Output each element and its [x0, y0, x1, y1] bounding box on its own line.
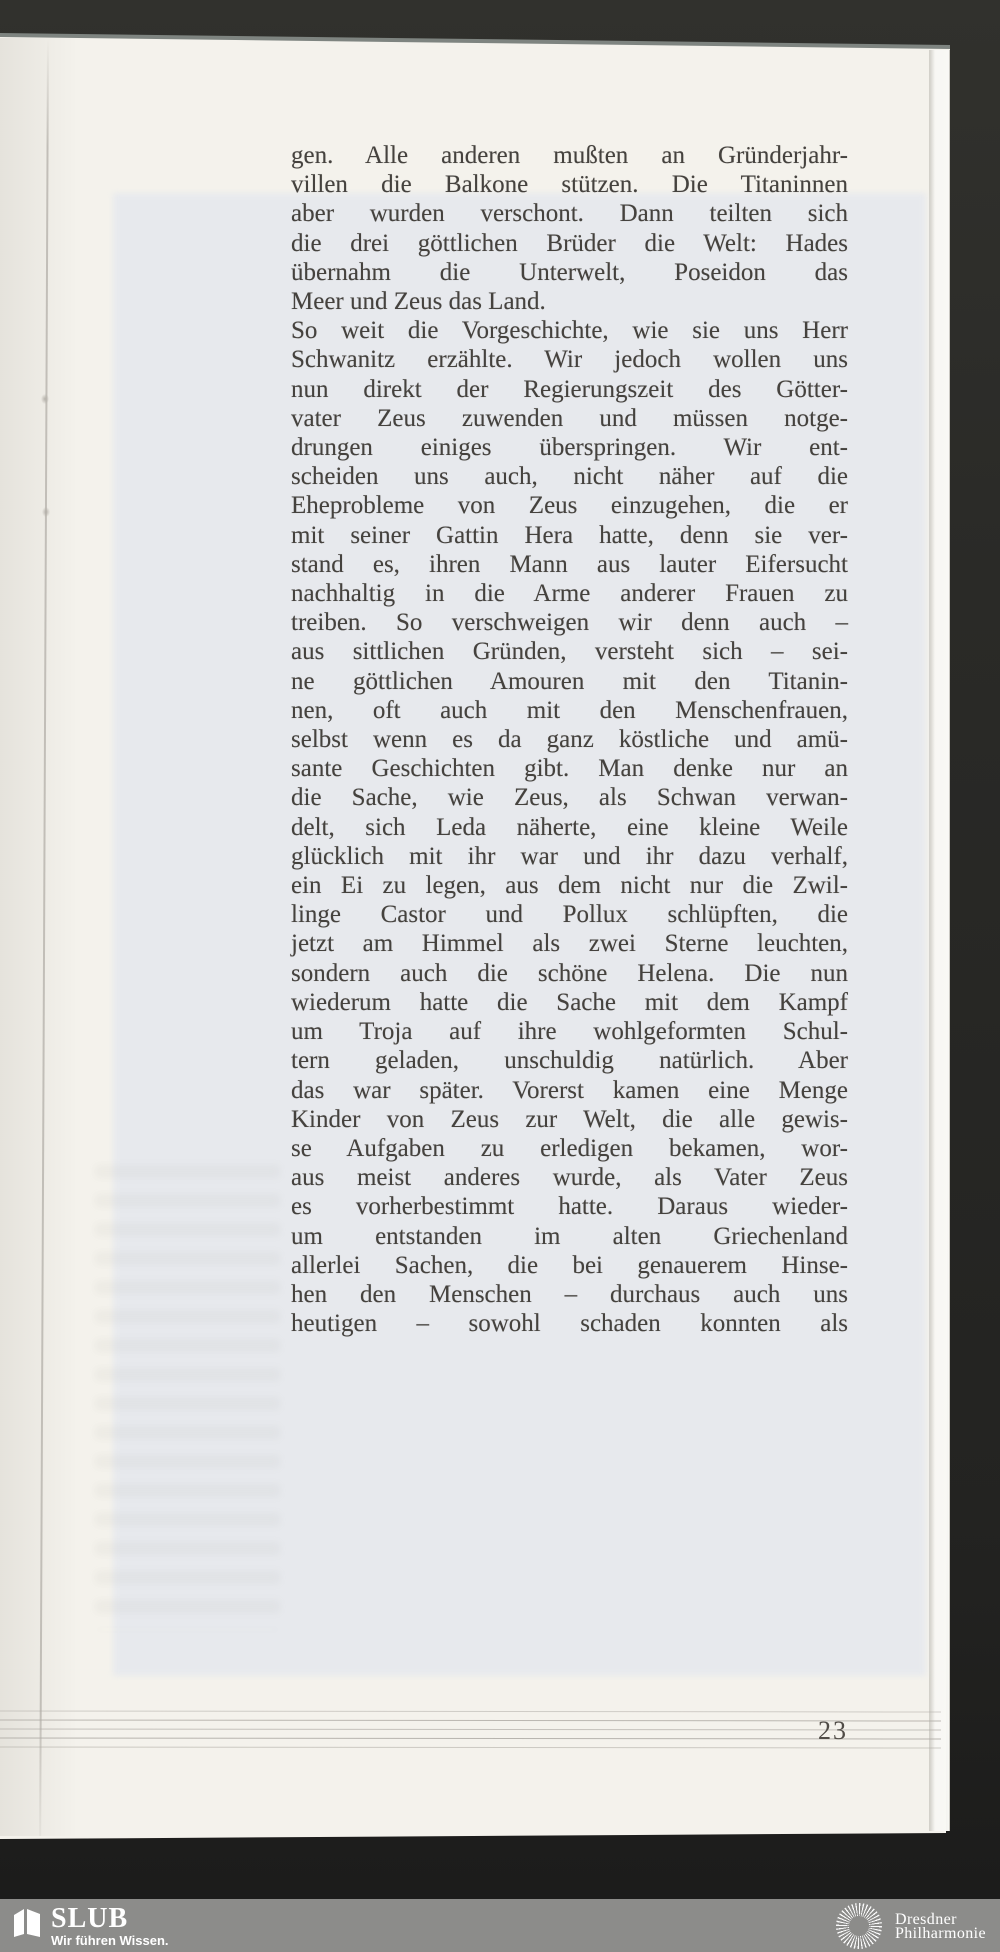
text-line: gen. Alle anderen mußten an Gründerjahr-	[291, 142, 848, 169]
page-number: 23	[818, 1716, 848, 1745]
text-line: jetzt am Himmel als zwei Sterne leuchten,	[291, 930, 848, 958]
text-line: heutigen – sowohl schaden konnten als	[291, 1310, 848, 1338]
text-line: ein Ei zu legen, aus dem nicht nur die Zwil-	[291, 872, 848, 900]
text-line: selbst wenn es da ganz köstliche und amü-	[291, 726, 848, 754]
rule-line	[0, 1720, 941, 1722]
text-line: se Aufgaben zu erledigen bekamen, wor-	[291, 1134, 848, 1162]
text-line: glücklich mit ihr war und ihr dazu verhalf,	[291, 842, 848, 870]
text-line: linge Castor und Pollux schlüpften, die	[291, 901, 848, 929]
partner-name-line1: Dresdner	[894, 1911, 957, 1928]
slub-wordmark: SLUB	[51, 1902, 129, 1934]
text-line: Meer und Zeus das Land.	[291, 288, 546, 316]
binding-mark	[42, 507, 50, 517]
text-line: So weit die Vorgeschichte, wie sie uns Herr	[291, 317, 848, 345]
text-line: sante Geschichten gibt. Man denke nur an	[291, 755, 848, 783]
text-line: wiederum hatte die Sache mit dem Kampf	[291, 988, 848, 1016]
text-line: delt, sich Leda näherte, eine kleine Weile	[291, 813, 848, 841]
text-line: übernahm die Unterwelt, Poseidon das	[291, 258, 848, 286]
partner-logo	[836, 1903, 986, 1949]
binding-mark	[41, 394, 49, 404]
rule-line	[0, 1738, 941, 1740]
footer-bar	[0, 1899, 1000, 1952]
text-line: die Sache, wie Zeus, als Schwan verwan-	[291, 784, 848, 812]
text-line: stand es, ihren Mann aus lauter Eifersucht	[291, 550, 848, 578]
partner-name	[895, 1911, 986, 1940]
text-line: aber wurden verschont. Dann teilten sich	[291, 200, 848, 228]
text-line: sondern auch die schöne Helena. Die nun	[291, 959, 848, 987]
text-line: nachhaltig in die Arme anderer Frauen zu	[291, 580, 848, 608]
text-line: nun direkt der Regierungszeit des Götter-	[291, 375, 848, 403]
text-line: aus sittlichen Gründen, versteht sich – sei-	[291, 638, 848, 666]
page-text	[291, 141, 848, 1338]
text-line: das war später. Vorerst kamen eine Menge	[291, 1076, 848, 1104]
text-line: Schwanitz erzählte. Wir jedoch wollen uns	[291, 346, 848, 374]
text-line: tern geladen, unschuldig natürlich. Aber	[291, 1047, 848, 1075]
text-line: drungen einiges überspringen. Wir ent-	[291, 434, 848, 462]
decorative-rule-lines	[0, 1711, 941, 1757]
text-line: scheiden uns auch, nicht näher auf die	[291, 463, 848, 491]
text-line: es vorherbestimmt hatte. Daraus wieder-	[291, 1193, 848, 1221]
text-line: die drei göttlichen Brüder die Welt: Hades	[291, 229, 848, 257]
text-line: um Troja auf ihre wohlgeformten Schul-	[291, 1018, 848, 1046]
rule-line	[0, 1747, 941, 1749]
reverse-side-bleed-through	[95, 1165, 280, 1630]
text-line: vater Zeus zuwenden und müssen notge-	[291, 404, 848, 432]
text-line: mit seiner Gattin Hera hatte, denn sie ver-	[291, 521, 848, 549]
text-line: treiben. So verschweigen wir denn auch –	[291, 609, 848, 637]
rule-line	[0, 1711, 941, 1713]
slub-tagline: Wir führen Wissen.	[51, 1932, 169, 1948]
text-line: hen den Menschen – durchaus auch uns	[291, 1280, 848, 1308]
rule-line	[0, 1729, 941, 1731]
text-line: Eheprobleme von Zeus einzugehen, die er	[291, 492, 848, 520]
text-line: villen die Balkone stützen. Die Titaninnen	[291, 171, 848, 199]
text-line: nen, oft auch mit den Menschenfrauen,	[291, 696, 848, 724]
text-line: um entstanden im alten Griechenland	[291, 1222, 848, 1250]
slub-logo	[12, 1904, 169, 1948]
text-line: aus meist anderes wurde, als Vater Zeus	[291, 1164, 848, 1192]
text-line: Kinder von Zeus zur Welt, die alle gewis-	[291, 1105, 848, 1133]
open-book-icon	[12, 1906, 42, 1942]
partner-name-line2: Philharmonie	[894, 1924, 986, 1942]
starburst-icon	[836, 1903, 882, 1949]
text-line: ne göttlichen Amouren mit den Titanin-	[291, 667, 848, 695]
page-right-edge	[929, 50, 950, 1831]
text-line: allerlei Sachen, die bei genauerem Hinse-	[291, 1251, 848, 1279]
